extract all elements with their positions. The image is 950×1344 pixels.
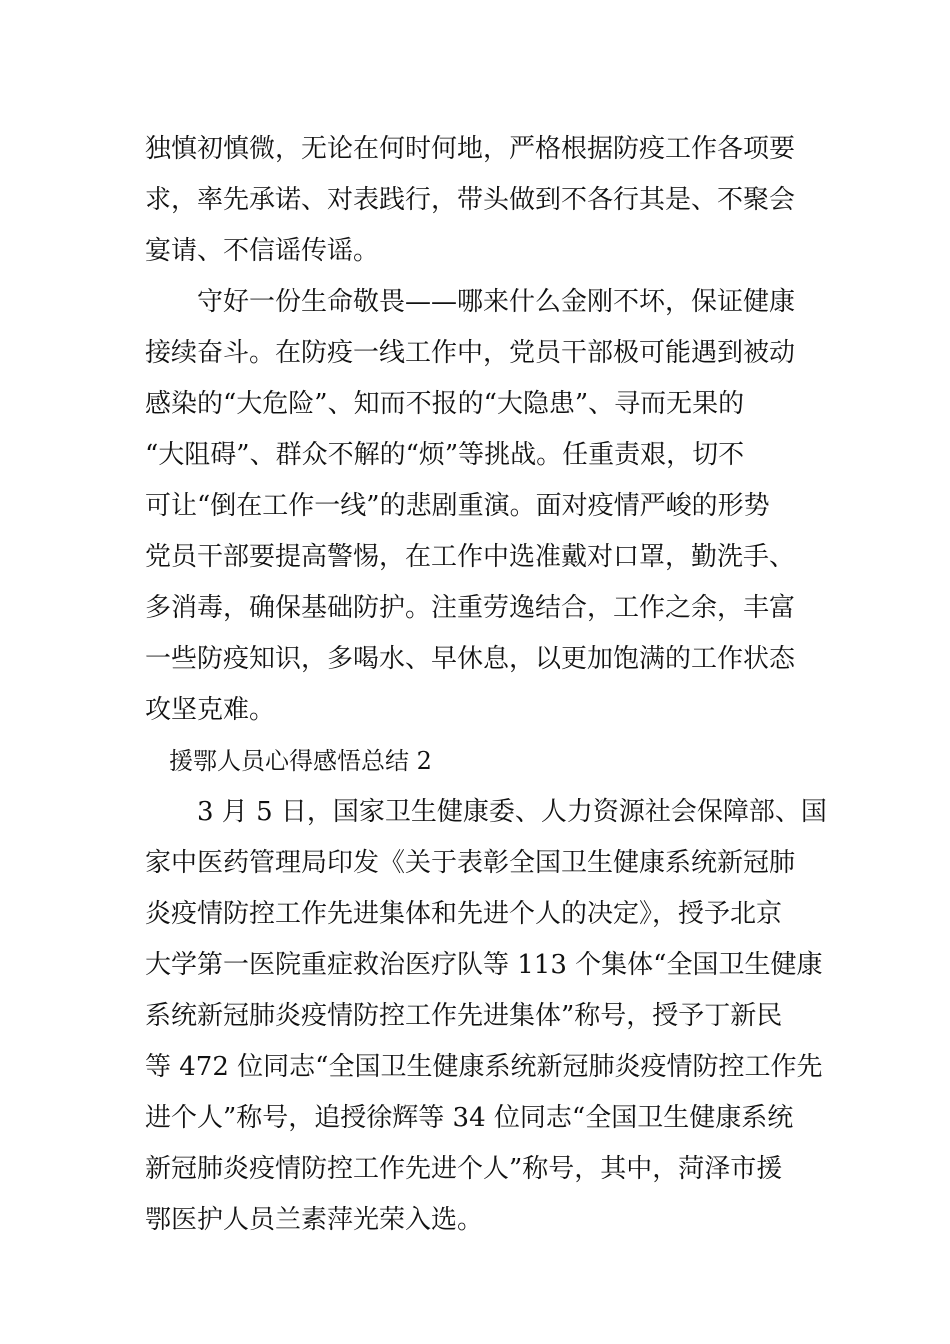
paragraph-3-line: 3 月 5 日，国家卫生健康委、人力资源社会保障部、国 <box>197 797 827 827</box>
paragraph-1-line: 求，率先承诺、对表践行，带头做到不各行其是、不聚会 <box>145 185 796 215</box>
section-heading: 援鄂人员心得感悟总结 2 <box>169 747 432 775</box>
paragraph-3-line: 炎疫情防控工作先进集体和先进个人的决定》，授予北京 <box>145 899 783 929</box>
paragraph-2-line: 接续奋斗。在防疫一线工作中，党员干部极可能遇到被动 <box>145 338 796 368</box>
paragraph-2-line: 多消毒，确保基础防护。注重劳逸结合，工作之余，丰富 <box>145 593 796 623</box>
paragraph-3-line: 系统新冠肺炎疫情防控工作先进集体”称号，授予丁新民 <box>145 1001 783 1031</box>
paragraph-2-line: 守好一份生命敬畏——哪来什么金刚不坏，保证健康 <box>197 287 796 317</box>
paragraph-2-line: “大阻碍”、群众不解的“烦”等挑战。任重责艰，切不 <box>145 440 745 470</box>
paragraph-1-line: 宴请、不信谣传谣。 <box>145 236 380 266</box>
paragraph-3-line: 进个人”称号，追授徐辉等 34 位同志“全国卫生健康系统 <box>145 1103 794 1133</box>
paragraph-3-line: 大学第一医院重症救治医疗队等 113 个集体“全国卫生健康 <box>145 950 823 980</box>
document-body <box>145 124 827 1246</box>
paragraph-2-line: 党员干部要提高警惕，在工作中选准戴对口罩，勤洗手、 <box>145 542 796 572</box>
paragraph-3-line: 鄂医护人员兰素萍光荣入选。 <box>145 1205 484 1235</box>
paragraph-2-line: 一些防疫知识，多喝水、早休息，以更加饱满的工作状态 <box>145 644 796 674</box>
paragraph-2-line: 感染的“大危险”、知而不报的“大隐患”、寻而无果的 <box>145 389 745 419</box>
paragraph-2-line: 攻坚克难。 <box>145 695 276 725</box>
paragraph-3-line: 新冠肺炎疫情防控工作先进个人”称号，其中，菏泽市援 <box>145 1154 783 1184</box>
paragraph-2-line: 可让“倒在工作一线”的悲剧重演。面对疫情严峻的形势 <box>145 491 770 521</box>
paragraph-1-line: 独慎初慎微，无论在何时何地，严格根据防疫工作各项要 <box>145 134 796 164</box>
paragraph-3-line: 等 472 位同志“全国卫生健康系统新冠肺炎疫情防控工作先 <box>145 1052 823 1082</box>
paragraph-3-line: 家中医药管理局印发《关于表彰全国卫生健康系统新冠肺 <box>145 848 796 878</box>
